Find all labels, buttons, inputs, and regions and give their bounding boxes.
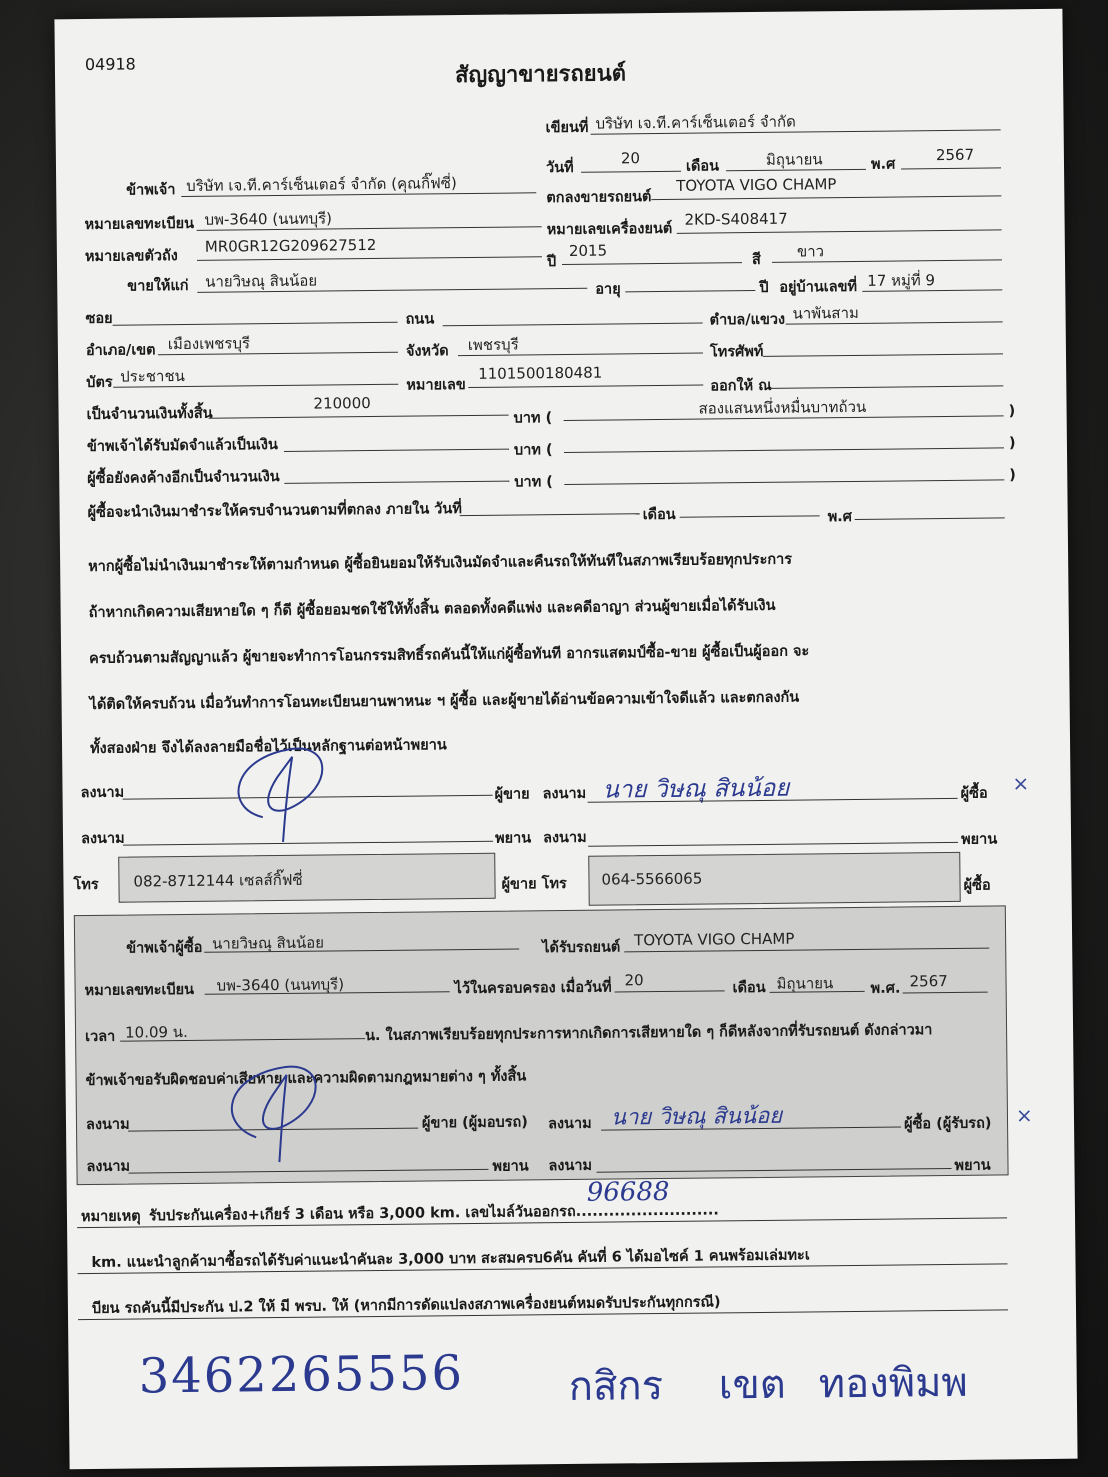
address-label: อยู่บ้านเลขที่ (779, 278, 858, 296)
witness-role: พยาน (494, 830, 532, 847)
underline (564, 447, 1004, 453)
card-value: ประชาชน (120, 366, 185, 386)
seller-signature-icon (202, 736, 353, 848)
district-value: เมืองเพชรบุรี (167, 334, 251, 354)
check-mark: × (1015, 1103, 1033, 1128)
sign-label: ลงนาม (80, 784, 125, 802)
name-handwriting: ทองพิมพ (818, 1359, 969, 1408)
received-value: TOYOTA VIGO CHAMP (634, 929, 795, 950)
sign-label: ลงนาม (542, 785, 587, 803)
card-no-label: หมายเลข (406, 377, 466, 394)
seller-phone: 082-8712144 เซลส์กิ๊ฟซี่ (133, 870, 303, 891)
contract-paper (54, 9, 1077, 1469)
witness-sign-line (588, 842, 958, 847)
time-value: 10.09 น. (124, 1022, 188, 1042)
chassis-label: หมายเลขตัวถัง (84, 248, 178, 266)
color-label: สี (751, 251, 761, 269)
card-no-value: 1101500180481 (478, 363, 603, 383)
receipt-year-value: 2567 (909, 972, 948, 991)
year-model-value: 2015 (568, 241, 608, 260)
document-title: สัญญาขายรถยนต์ (454, 61, 627, 89)
buyer-role: ผู้ซื้อ (963, 877, 991, 894)
sign-label: ลงนาม (548, 1157, 593, 1175)
underline (284, 481, 509, 484)
date-value: 20 (620, 149, 641, 168)
terms-line: ได้ติดให้ครบถ้วน เมื่อวันทำการโอนทะเบียนยานพาหนะ ฯ ผู้ซื้อ และผู้ขายได้อ่านข้อความเข้าใจดีแล้ว และตกลงกัน (89, 689, 800, 713)
buyer-phone: 064-5566065 (601, 869, 703, 889)
notes-label: หมายเหตุ (80, 1208, 141, 1226)
notes-line-3: บียน รถคันนี้มีประกัน ป.2 ให้ มี พรบ. ให้ (หากมีการดัดแปลงสภาพเครื่องยนต์หมดรับประกันทุกกรณี) (91, 1294, 721, 1317)
underline (284, 449, 509, 452)
province-value: เพชรบุรี (467, 335, 519, 355)
underline (770, 385, 1003, 388)
sign-label: ลงนาม (547, 1115, 592, 1133)
underline (651, 195, 1001, 200)
possession-label: ไว้ในครอบครอง เมื่อวันที่ (454, 979, 612, 998)
total-words: สองแสนหนึ่งหมื่นบาทถ้วน (698, 397, 867, 418)
bank-handwriting: กสิกร (568, 1363, 664, 1411)
reg-label: หมายเลขทะเบียน (84, 215, 195, 234)
close-paren: ) (1008, 435, 1016, 452)
sell-to-value: นายวิษณุ สินน้อย (205, 271, 318, 291)
receipt-month-label: เดือน (732, 979, 766, 997)
receipt-buyer-signature: นาย วิษณุ สินน้อย (610, 1103, 783, 1131)
underline (677, 229, 1002, 233)
seller-phone-label: ผู้ขาย โทร (501, 876, 567, 893)
seller-phone-box (118, 853, 495, 903)
terms-line: ทั้งสองฝ่าย จึงได้ลงลายมือชื่อไว้เป็นหลักฐานต่อหน้าพยาน (89, 737, 447, 757)
agree-value: TOYOTA VIGO CHAMP (676, 175, 837, 195)
terms-line: ถ้าหากเกิดความเสียหายใด ๆ ก็ดี ผู้ซื้อยอมชดใช้ให้ทั้งสิ้น ตลอดทั้งคดีแพ่ง และคดีอาญา ส่วนผู้ขายเมื่อได้รับเงิน (88, 597, 776, 621)
notes-line-1: รับประกันเครื่อง+เกียร์ 3 เดือน หรือ 3,000 km. เลขไมล์วันออกรถ.......................... (148, 1202, 719, 1225)
receipt-seller-signature-icon (200, 1056, 341, 1167)
written-at-value: บริษัท เจ.ที.คาร์เซ็นเตอร์ จำกัด (595, 112, 796, 133)
received-label: ได้รับรถยนต์ (542, 939, 621, 957)
buyer-signature: นาย วิษณุ สินน้อย (602, 773, 790, 804)
underline (443, 323, 703, 327)
age-label: อายุ (595, 281, 621, 298)
province-label: จังหวัด (405, 343, 449, 360)
close-paren: ) (1009, 467, 1016, 484)
underline (680, 515, 820, 517)
underline (562, 262, 742, 265)
receipt-witness-role: พยาน (954, 1157, 991, 1174)
code-handwriting: เขต (718, 1361, 787, 1409)
engine-value: 2KD-S408417 (684, 209, 788, 229)
mileage-handwriting: 96688 (586, 1176, 670, 1208)
pay-within-label: ผู้ซื้อจะนำเงินมาชำระให้ครบจำนวนตามที่ตกลง ภายใน วันที่ (87, 501, 462, 521)
card-label: บัตร (86, 374, 113, 392)
sign-label: ลงนาม (85, 1116, 130, 1134)
seller-label: ข้าพเจ้า (126, 182, 176, 199)
age-unit: ปี (759, 279, 769, 296)
underline (113, 322, 398, 326)
time-label: เวลา (85, 1028, 116, 1046)
receipt-year-label: พ.ศ. (870, 980, 901, 997)
written-at-label: เขียนที่ (545, 119, 589, 137)
receipt-seller-role: ผู้ขาย (ผู้มอบรถ) (421, 1114, 528, 1132)
total-value: 210000 (313, 394, 371, 413)
phone-label: โทรศัพท์ (709, 343, 764, 361)
terms-line: ครบถ้วนตามสัญญาแล้ว ผู้ขายจะทำการโอนกรรมสิทธิ์รถคันนี้ให้แก่ผู้ซื้อทันที อากรแสตมป์ซื้อ-ขาย ผู้ซื้อเป็นผู้ออก จะ (89, 643, 810, 667)
seller-value: บริษัท เจ.ที.คาร์เซ็นเตอร์ จำกัด (คุณกิ๊ฟซี่) (186, 174, 457, 195)
receipt-buyer-label: ข้าพเจ้าผู้ซื้อ (126, 939, 203, 957)
year-label: พ.ศ (870, 156, 896, 173)
underline (855, 517, 1005, 520)
pay-month-label: เดือน (642, 506, 676, 524)
sign-label: ลงนาม (542, 829, 587, 847)
close-paren: ) (1008, 403, 1016, 420)
remaining-label: ผู้ซื้อยังคงค้างอีกเป็นจำนวนเงิน (87, 468, 280, 487)
chassis-value: MR0GR12G209627512 (204, 235, 377, 256)
baht-label: บาท ( (513, 442, 553, 459)
reg-value: บพ-3640 (นนทบุรี) (204, 209, 333, 229)
deposit-label: ข้าพเจ้าได้รับมัดจำแล้วเป็นเงิน (86, 437, 278, 456)
underline (581, 171, 681, 173)
sell-to-label: ขายให้แก่ (127, 277, 189, 295)
underline (564, 479, 1004, 485)
condition-text: น. ในสภาพเรียบร้อยทุกประการหากเกิดการเสียหายใด ๆ ก็ดีหลังจากที่รับรถยนต์ ดังกล่าวมา (365, 1022, 933, 1045)
receipt-month-value: มิถุนายน (776, 974, 834, 993)
underline (209, 415, 509, 419)
address-value: 17 หมู่ที่ 9 (867, 271, 936, 290)
soi-label: ซอย (85, 310, 113, 328)
subdistrict-value: นาพันสาม (792, 303, 859, 323)
phone-label: โทร (73, 876, 99, 894)
buyer-role: ผู้ซื้อ (960, 785, 988, 802)
receipt-date-value: 20 (624, 971, 644, 990)
year-model-label: ปี (546, 254, 557, 271)
subdistrict-label: ตำบล/แขวง (709, 311, 786, 329)
underline (460, 513, 640, 516)
district-label: อำเภอ/เขต (85, 342, 156, 360)
underline (763, 353, 1003, 357)
date-label: วันที่ (545, 159, 574, 177)
underline (468, 385, 703, 388)
baht-label: บาท ( (514, 474, 553, 491)
account-number-handwriting: 3462265556 (138, 1345, 465, 1405)
responsibility-text: ข้าพเจ้าขอรับผิดชอบค่าเสียหาย และความผิดตามกฎหมายต่าง ๆ ทั้งสิ้น (85, 1068, 527, 1090)
document-number: 04918 (84, 54, 136, 75)
notes-line-2: km. แนะนำลูกค้ามาซื้อรถได้รับค่าแนะนำคันละ 3,000 บาท สะสมครบ6คัน คันที่ 6 ได้มอไซค์ 1 คนพร้อมเล่มทะเ (91, 1247, 810, 1271)
receipt-reg-value: บพ-3640 (นนทบุรี) (216, 975, 345, 995)
receipt-witness-role: พยาน (492, 1158, 529, 1175)
issued-label: ออกให้ ณ (710, 377, 772, 395)
receipt-buyer-value: นายวิษณุ สินน้อย (212, 933, 325, 953)
seller-role: ผู้ขาย (494, 786, 530, 803)
agree-label: ตกลงขายรถยนต์ (546, 189, 652, 207)
witness-role: พยาน (960, 831, 998, 848)
engine-label: หมายเลขเครื่องยนต์ (546, 220, 673, 239)
road-label: ถนน (405, 311, 435, 328)
buyer-phone-box (588, 852, 961, 906)
year-value: 2567 (935, 145, 975, 165)
check-mark: × (1012, 771, 1030, 796)
pay-year-label: พ.ศ (827, 508, 853, 526)
receipt-buyer-role: ผู้ซื้อ (ผู้รับรถ) (903, 1115, 992, 1133)
color-value: ขาว (796, 242, 825, 261)
sign-label: ลงนาม (80, 830, 125, 848)
total-label: เป็นจำนวนเงินทั้งสิ้น (86, 405, 213, 424)
baht-label: บาท ( (513, 410, 553, 427)
month-value: มิถุนายน (765, 150, 823, 169)
month-label: เดือน (685, 158, 720, 175)
underline (197, 256, 542, 261)
underline (901, 167, 1001, 169)
terms-line: หากผู้ซื้อไม่นำเงินมาชำระให้ตามกำหนด ผู้ซื้อยินยอมให้รับเงินมัดจำและคืนรถให้ทันทีในสภาพเรียบร้อยทุกประการ (88, 551, 793, 575)
receipt-reg-label: หมายเลขทะเบียน (84, 981, 195, 1000)
sign-label: ลงนาม (86, 1158, 131, 1176)
underline (625, 290, 755, 292)
